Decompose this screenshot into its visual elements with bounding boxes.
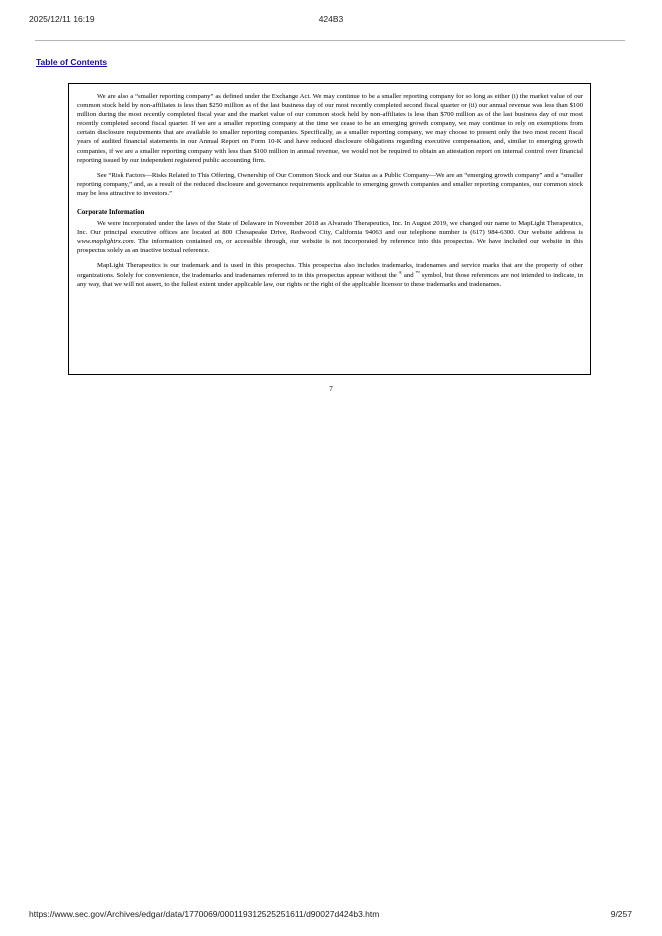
trademark-text-b: symbol, but those references are not intended to indicate, in any way, that we will not assert, to the fullest extent under applicable law, our rights or the right of the applicable licensor to these trademarks and tradenames. <box>77 271 583 288</box>
print-page-count: 9/257 <box>610 909 632 919</box>
corporate-text-b: . The information contained on, or accessible through, our website is not incorporated by reference into this prospectus. We have included our website in this prospectus solely as an inactive textual reference. <box>77 238 583 255</box>
print-doc-id: 424B3 <box>318 14 344 24</box>
page-number: 7 <box>329 385 333 393</box>
print-footer <box>0 909 662 921</box>
corporate-text-a: We were incorporated under the laws of the State of Delaware in November 2018 as Alvarado Therapeutics, Inc. In August 2019, we changed our name to MapLight Therapeutics, Inc. Our principal executive offices are located at 800 Chesapeake Drive, Redwood City, California 94063 and our telephone number is (617) 984-6300. Our website address is <box>77 220 583 237</box>
trademark-paragraph <box>77 261 583 288</box>
website-address: www.maplightrx.com <box>77 238 134 246</box>
header-divider <box>35 40 625 41</box>
trademark-mark: ™ <box>415 269 420 275</box>
risk-factors-paragraph: See “Risk Factors—Risks Related to This Offering, Ownership of Our Common Stock and our Status as a Public Company—We are an “emerging growth company” and a “smaller reporting company,” and, as a result of the reduced disclosure and governance requirements applicable to emerging growth companies and smaller reporting companies, our common stock may be less attractive to investors.” <box>77 171 583 197</box>
print-header <box>0 14 662 26</box>
print-datetime: 2025/12/11 16:19 <box>29 14 95 24</box>
corporate-information-paragraph <box>77 219 583 255</box>
trademark-text-a: MapLight Therapeutics is our trademark and is used in this prospectus. This prospectus also includes trademarks, tradenames and service marks that are the property of other organizations. Solely for convenience, the trademarks and tradenames referred to in this prospectus appear without the <box>77 262 583 279</box>
trademark-text-and: and <box>402 271 416 279</box>
content-box <box>68 83 591 375</box>
corporate-information-heading: Corporate Information <box>77 209 145 217</box>
table-of-contents-link[interactable]: Table of Contents <box>36 57 108 67</box>
registered-mark: ® <box>398 269 403 275</box>
smaller-reporting-paragraph: We are also a “smaller reporting company” as defined under the Exchange Act. We may continue to be a smaller reporting company for so long as either (i) the market value of our common stock held by non-affiliates is less than $250 million as of the last business day of our most recently completed second fiscal quarter or (ii) our annual revenue was less than $100 million during the most recently completed fiscal year and the market value of our common stock held by non-affiliates is less than $700 million as of the last business day of our most recently completed second fiscal quarter. If we are a smaller reporting company at the time we cease to be an emerging growth company, we may continue to rely on exemptions from certain disclosure requirements that are available to smaller reporting companies. Specifically, as a smaller reporting company, we may choose to present only the two most recent fiscal years of audited financial statements in our Annual Report on Form 10-K and have reduced disclosure obligations regarding executive compensation, and, similar to emerging growth companies, if we are a smaller reporting company with less than $100 million in annual revenue, we would not be required to obtain an attestation report on internal control over financial reporting issued by our independent registered public accounting firm. <box>77 93 583 164</box>
print-url: https://www.sec.gov/Archives/edgar/data/1770069/000119312525251611/d90027d424b3.htm <box>29 909 380 919</box>
